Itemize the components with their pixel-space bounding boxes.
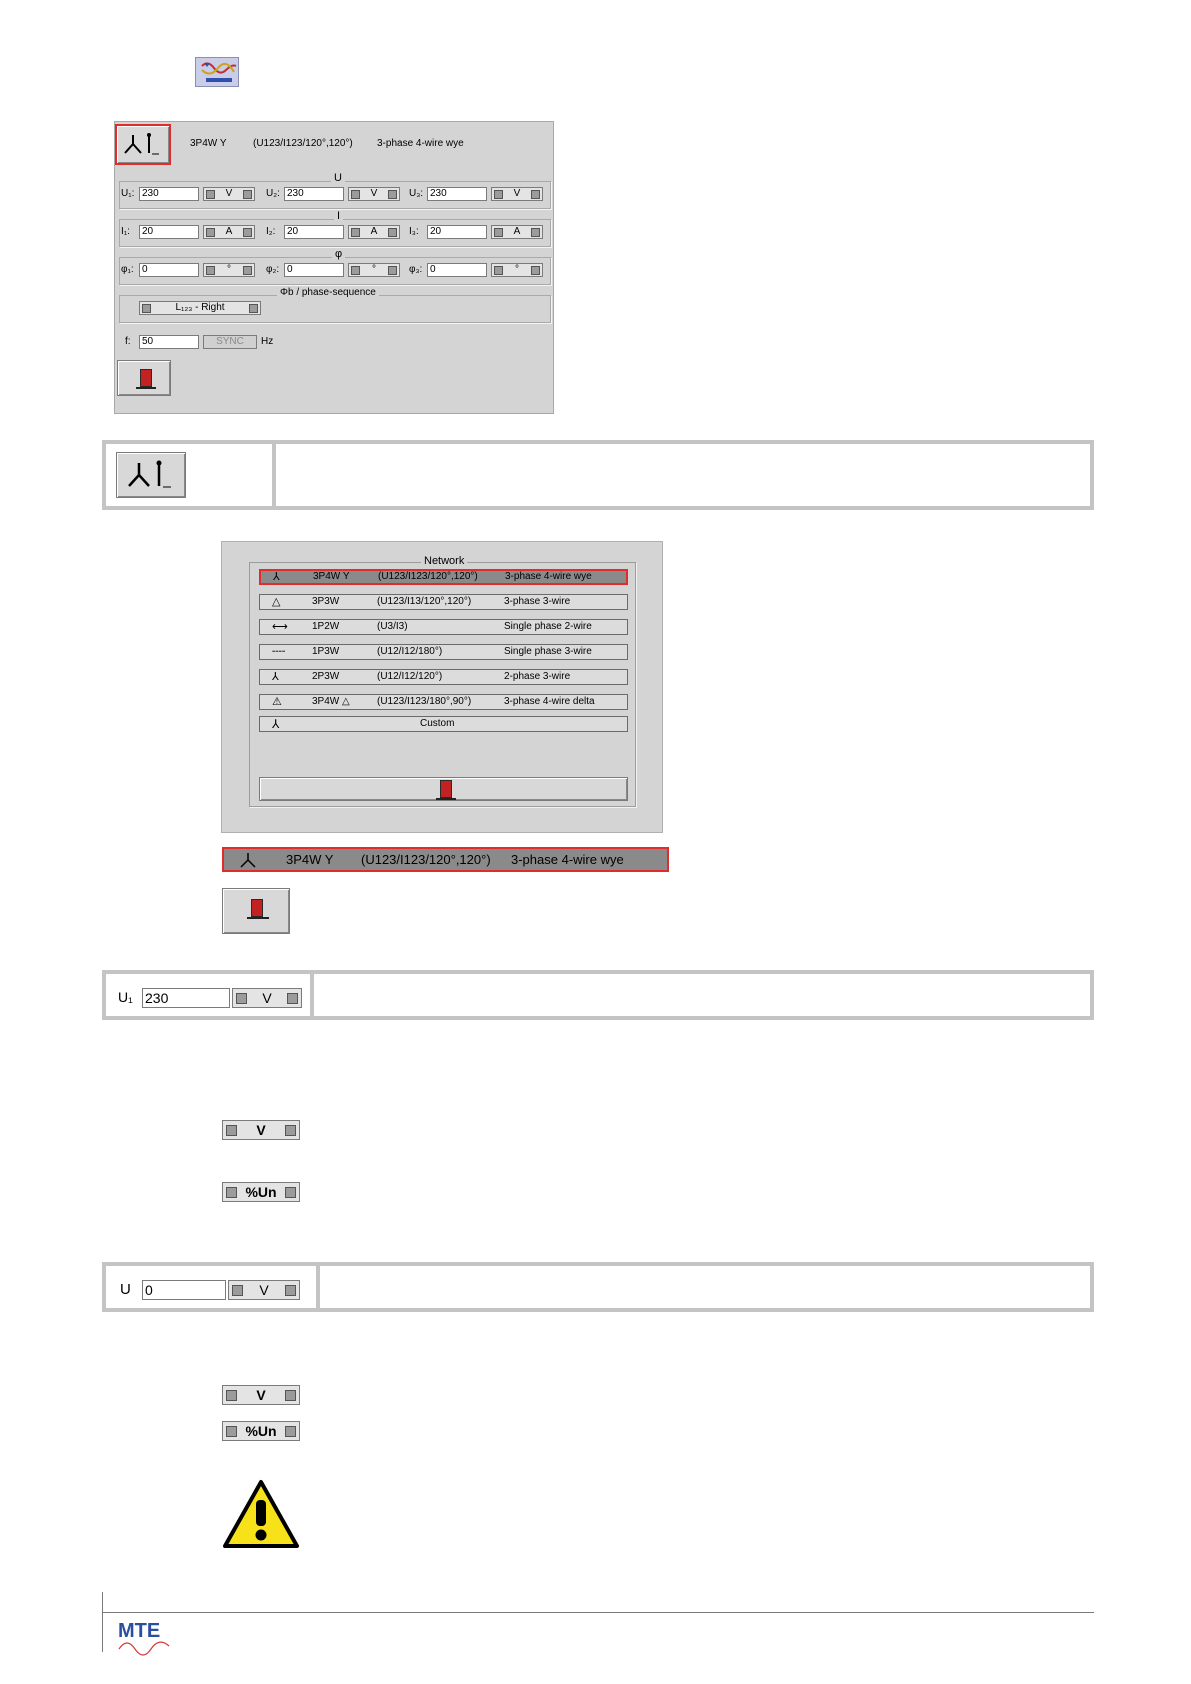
three-wire-icon: ╌╌ — [272, 646, 286, 658]
two-wire-icon: ⟷ — [272, 621, 288, 633]
u1-example-unit: V — [262, 990, 272, 1006]
u1-example-label: U₁ — [118, 989, 133, 1005]
voltage-3-input[interactable]: 230 — [427, 187, 487, 201]
network-row-code: 3P3W — [312, 596, 340, 607]
network-row-3[interactable] — [259, 644, 628, 660]
phase-angle-group-title: φ — [332, 248, 345, 260]
next-led-icon[interactable] — [249, 304, 258, 313]
network-row-description: 3-phase 4-wire wye — [505, 571, 592, 582]
next-led-icon[interactable] — [243, 228, 252, 237]
frequency-unit: Hz — [261, 336, 274, 347]
prev-led-icon[interactable] — [351, 190, 360, 199]
generator-settings-panel — [114, 121, 554, 414]
current-1-unit-selector[interactable] — [203, 225, 255, 239]
network-row-5[interactable] — [259, 694, 628, 710]
next-led-icon[interactable] — [243, 266, 252, 275]
current-3-unit-selector[interactable] — [491, 225, 543, 239]
next-led-icon[interactable] — [388, 190, 397, 199]
mte-logo — [118, 1620, 170, 1656]
next-led-icon[interactable] — [388, 228, 397, 237]
network-row-description: Single phase 3-wire — [504, 646, 592, 657]
phase-angle-2-label: φ₂: — [266, 264, 280, 275]
phase-sequence-title: Φb / phase-sequence — [277, 287, 379, 298]
current-1-label: I₁: — [121, 226, 130, 237]
next-led-icon[interactable] — [531, 266, 540, 275]
current-group-title: I — [334, 210, 343, 222]
network-button-description-box — [102, 440, 1094, 510]
current-2-input[interactable]: 20 — [284, 225, 344, 239]
current-3-label: I₃: — [409, 226, 419, 237]
phase-angle-1-unit-selector[interactable] — [203, 263, 255, 277]
prev-led-icon[interactable] — [351, 266, 360, 275]
voltage-group-title: U — [331, 172, 345, 184]
voltage-3-unit-selector[interactable] — [491, 187, 543, 201]
voltage-1-input[interactable]: 230 — [139, 187, 199, 201]
phase-angle-3-unit-selector[interactable] — [491, 263, 543, 277]
network-row-formula: (U3/I3) — [377, 621, 408, 632]
network-dialog — [221, 541, 663, 833]
unit-selector-v-label-2: V — [256, 1387, 266, 1403]
voltage-3-unit: V — [513, 188, 521, 199]
wye-icon: ⅄ — [273, 571, 280, 583]
unit-selector-v-label: V — [256, 1122, 266, 1138]
prev-led-icon[interactable] — [206, 190, 215, 199]
network-description: 3-phase 4-wire wye — [377, 138, 464, 149]
current-1-unit: A — [225, 226, 233, 237]
network-row-code: 1P2W — [312, 621, 340, 632]
unit-selector-percent-label: %Un — [245, 1184, 277, 1200]
network-formula: (U123/I123/120°,120°) — [253, 138, 353, 149]
frequency-label: f: — [125, 336, 131, 347]
network-row-0[interactable] — [259, 569, 628, 585]
unit-selector-percent-label-2: %Un — [245, 1423, 277, 1439]
voltage-2-unit-selector[interactable] — [348, 187, 400, 201]
phase-angle-1-label: φ₁: — [121, 264, 134, 275]
phase-angle-1-unit: ° — [227, 264, 231, 275]
network-row-1[interactable] — [259, 594, 628, 610]
u-example-unit-selector — [228, 1280, 300, 1300]
u-example-label: U — [120, 1281, 131, 1298]
warning-icon — [222, 1478, 300, 1550]
next-led-icon[interactable] — [243, 190, 252, 199]
unit-selector-percent-example-2 — [222, 1421, 300, 1441]
network-row-code: 2P3W — [312, 671, 340, 682]
frequency-input[interactable]: 50 — [139, 335, 199, 349]
phase-angle-2-input[interactable]: 0 — [284, 263, 344, 277]
network-row-custom[interactable] — [259, 716, 628, 732]
custom-network-label: Custom — [420, 718, 455, 729]
exit-button-sample — [222, 888, 290, 934]
voltage-3-label: U₃: — [409, 188, 424, 199]
selected-network-code: 3P4W Y — [286, 852, 334, 867]
current-1-input[interactable]: 20 — [139, 225, 199, 239]
mte-logo-text: MTE — [118, 1620, 161, 1642]
voltage-2-input[interactable]: 230 — [284, 187, 344, 201]
footer-rule — [102, 1612, 1094, 1613]
next-led-icon[interactable] — [531, 190, 540, 199]
current-2-label: I₂: — [266, 226, 276, 237]
current-3-unit: A — [513, 226, 521, 237]
phase-angle-3-unit: ° — [515, 264, 519, 275]
unit-selector-v-example — [222, 1120, 300, 1140]
voltage-1-unit-selector[interactable] — [203, 187, 255, 201]
network-button-sample — [116, 452, 186, 498]
network-dialog-title: Network — [421, 555, 467, 567]
selected-network-row — [222, 847, 669, 872]
network-row-description: 3-phase 3-wire — [504, 596, 571, 607]
phase-sequence-selector[interactable] — [139, 301, 261, 315]
phase-angle-1-input[interactable]: 0 — [139, 263, 199, 277]
voltage-1-label: U₁: — [121, 188, 135, 199]
phase-angle-3-label: φ₃: — [409, 264, 423, 275]
u1-example-input: 230 — [142, 988, 230, 1008]
voltage-1-unit: V — [225, 188, 233, 199]
selected-network-description: 3-phase 4-wire wye — [511, 852, 624, 867]
selected-network-formula: (U123/I123/120°,120°) — [361, 852, 491, 867]
network-row-formula: (U12/I12/120°) — [377, 671, 443, 682]
network-type-button[interactable] — [115, 124, 171, 165]
network-code: 3P4W Y — [190, 138, 227, 149]
prev-led-icon[interactable] — [142, 304, 151, 313]
prev-led-icon[interactable] — [206, 228, 215, 237]
phase-angle-3-input[interactable]: 0 — [427, 263, 487, 277]
network-row-description: Single phase 2-wire — [504, 621, 592, 632]
u1-example-unit-selector — [232, 988, 302, 1008]
prev-led-icon[interactable] — [494, 228, 503, 237]
prev-led-icon[interactable] — [494, 190, 503, 199]
network-row-formula: (U12/I12/180°) — [377, 646, 443, 657]
u-example-input: 0 — [142, 1280, 226, 1300]
custom-network-icon: ⅄ — [272, 717, 280, 731]
network-row-code: 3P4W △ — [312, 696, 350, 707]
triangle-icon: △ — [272, 596, 281, 608]
voltage-2-label: U₂: — [266, 188, 280, 199]
current-2-unit: A — [370, 226, 378, 237]
prev-led-icon[interactable] — [494, 266, 503, 275]
phase-sequence-value: L₁₂₃ - Right — [175, 302, 225, 313]
prev-led-icon[interactable] — [351, 228, 360, 237]
phase-angle-2-unit: ° — [372, 264, 376, 275]
next-led-icon[interactable] — [388, 266, 397, 275]
network-row-formula: (U123/I13/120°,120°) — [377, 596, 472, 607]
network-dialog-exit-button[interactable] — [259, 777, 628, 801]
network-row-code: 1P3W — [312, 646, 340, 657]
network-row-description: 3-phase 4-wire delta — [504, 696, 595, 707]
next-led-icon[interactable] — [531, 228, 540, 237]
current-3-input[interactable]: 20 — [427, 225, 487, 239]
voltage-2-unit: V — [370, 188, 378, 199]
network-row-description: 2-phase 3-wire — [504, 671, 571, 682]
network-row-4[interactable] — [259, 669, 628, 685]
delta-icon: ⚠ — [272, 696, 282, 708]
network-row-code: 3P4W Y — [313, 571, 350, 582]
u-field-description-box — [102, 1262, 1094, 1312]
prev-led-icon[interactable] — [206, 266, 215, 275]
unit-selector-v-example-2 — [222, 1385, 300, 1405]
current-2-unit-selector[interactable] — [348, 225, 400, 239]
wye-icon — [238, 849, 258, 875]
waveform-tool-icon[interactable] — [195, 57, 239, 87]
phase-angle-2-unit-selector[interactable] — [348, 263, 400, 277]
sync-button[interactable]: SYNC — [203, 335, 257, 349]
u-example-unit: V — [259, 1282, 269, 1298]
network-row-2[interactable] — [259, 619, 628, 635]
unit-selector-percent-example — [222, 1182, 300, 1202]
voltage-field-description-box — [102, 970, 1094, 1020]
exit-button[interactable] — [117, 360, 171, 396]
network-row-formula: (U123/I123/180°,90°) — [377, 696, 472, 707]
footer-vertical-rule — [102, 1592, 103, 1652]
two-phase-icon: ⅄ — [272, 671, 279, 683]
network-row-formula: (U123/I123/120°,120°) — [378, 571, 478, 582]
